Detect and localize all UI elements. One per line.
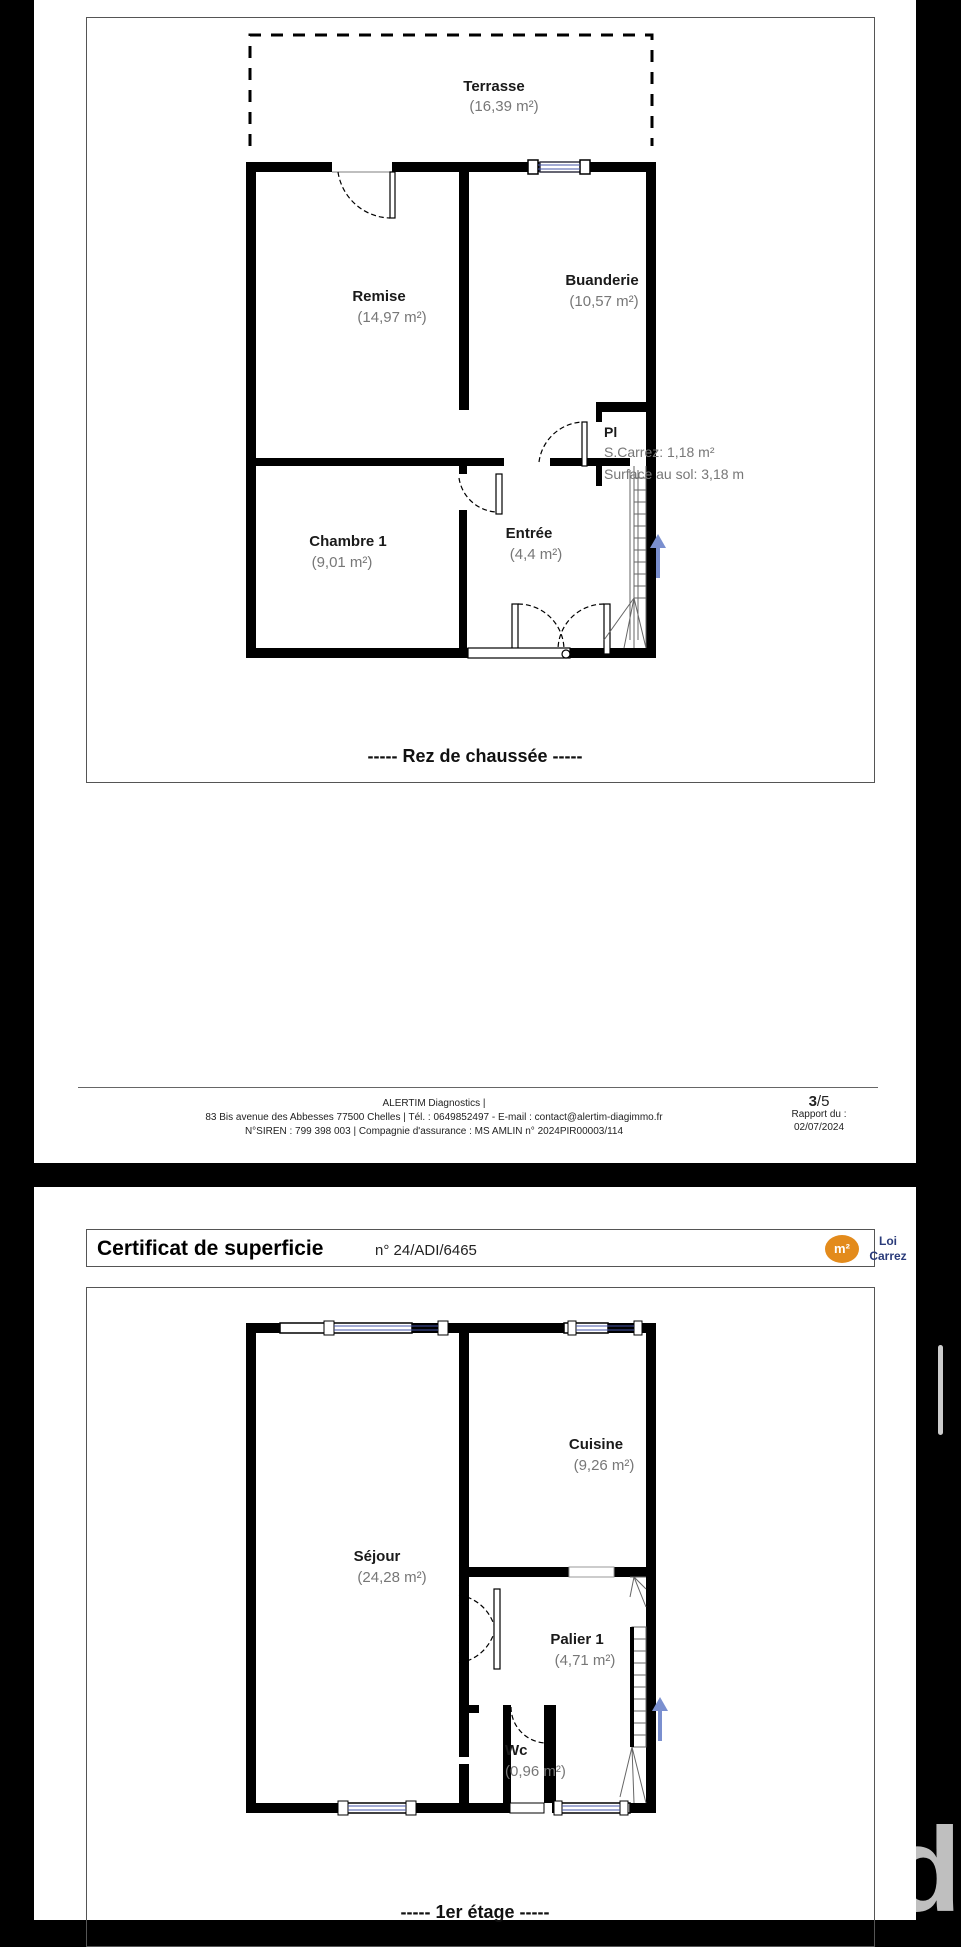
footer-siren: N°SIREN : 799 398 003 | Compagnie d'assurance : MS AMLIN n° 2024PIR00003/114 — [244, 1126, 624, 1137]
room-name-wc: Wc — [505, 1742, 528, 1759]
ground-floor-plan — [34, 0, 916, 800]
room-area-terrasse: (16,39 m²) — [469, 98, 539, 115]
staircase — [604, 466, 666, 648]
rapport-label: Rapport du : — [791, 1109, 847, 1120]
app-logo-watermark: d — [888, 1803, 961, 1937]
room-name-buanderie: Buanderie — [565, 272, 639, 289]
pl-surface-carrez: S.Carrez: 1,18 m² — [604, 444, 715, 460]
floor-label-first: ----- 1er étage ----- — [400, 1902, 550, 1922]
room-area-buanderie: (10,57 m²) — [569, 293, 639, 310]
interior-walls-2 — [459, 1333, 656, 1803]
document-page-4 — [34, 1187, 916, 1920]
certificate-title: Certificat de superficie — [97, 1237, 324, 1260]
footer-page-info — [764, 1095, 874, 1134]
m2-logo-icon: m² — [825, 1235, 859, 1263]
room-area-chambre-1: (9,01 m²) — [311, 554, 373, 571]
room-name-chambre-1: Chambre 1 — [309, 533, 387, 550]
page-number — [764, 1095, 874, 1108]
room-area-sejour: (24,28 m²) — [357, 1569, 427, 1586]
exterior-walls — [246, 162, 656, 658]
floor-label-ground: ----- Rez de chaussée ----- — [367, 746, 583, 766]
footer-company: ALERTIM Diagnostics | — [382, 1098, 486, 1109]
door-swings-2 — [459, 1589, 546, 1743]
room-area-remise: (14,97 m²) — [357, 309, 427, 326]
room-area-cuisine: (9,26 m²) — [573, 1457, 635, 1474]
room-name-cuisine: Cuisine — [568, 1436, 624, 1453]
room-name-palier-1: Palier 1 — [550, 1631, 604, 1648]
loi-label: Loi — [879, 1234, 897, 1248]
interior-walls — [246, 172, 654, 658]
footer-divider — [78, 1087, 878, 1088]
first-floor-plan — [34, 1187, 916, 1920]
footer-address: 83 Bis avenue des Abbesses 77500 Chelles | Tél. : 0649852497 - E-mail : contact@alertim-diagimmo.fr — [205, 1112, 663, 1123]
door-swings — [332, 172, 610, 658]
room-name-entree: Entrée — [505, 525, 553, 542]
room-area-entree: (4,4 m²) — [509, 546, 563, 563]
room-name-remise: Remise — [352, 288, 406, 305]
rapport-date: 02/07/2024 — [793, 1122, 845, 1133]
room-name-sejour: Séjour — [353, 1548, 401, 1565]
page-total: /5 — [816, 1093, 830, 1110]
room-name-terrasse: Terrasse — [463, 78, 525, 95]
footer-company-info — [134, 1097, 734, 1139]
document-page-3 — [34, 0, 916, 1163]
scrollbar-thumb[interactable] — [938, 1345, 943, 1435]
page-current: 3 — [808, 1093, 817, 1110]
pl-surface-sol: Surface au sol: 3,18 m — [604, 466, 745, 482]
room-name-pl: Pl — [604, 424, 618, 440]
terrace-outline — [250, 35, 652, 146]
certificate-number: n° 24/ADI/6465 — [375, 1242, 477, 1259]
window-top-right — [528, 160, 590, 174]
room-area-palier-1: (4,71 m²) — [554, 1652, 616, 1669]
room-area-wc: (0,96 m²) — [505, 1763, 566, 1780]
staircase-2 — [620, 1577, 668, 1803]
carrez-label: Carrez — [869, 1249, 907, 1263]
